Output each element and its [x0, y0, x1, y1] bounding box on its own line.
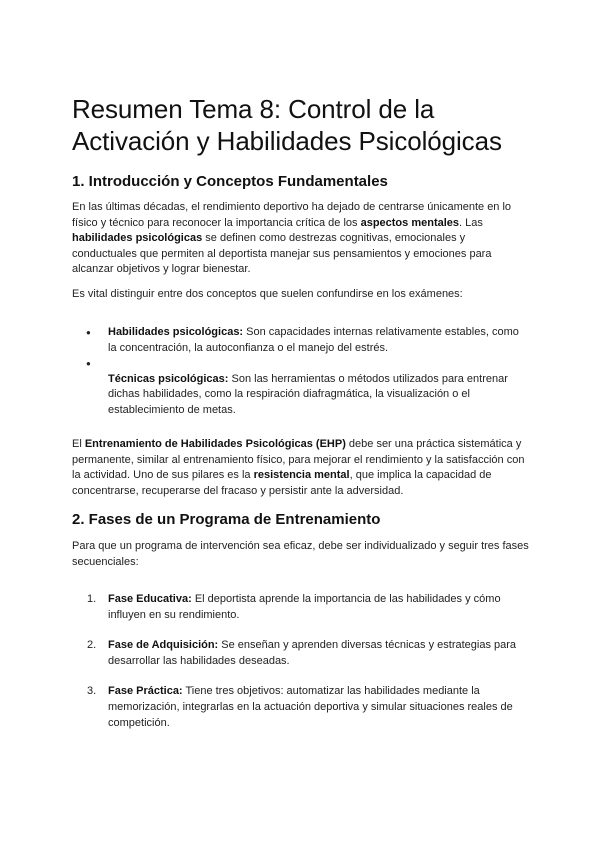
list-item-empty: [72, 356, 530, 372]
phases-list: [72, 592, 530, 731]
text-run: Son las herramientas o métodos utilizados para entrenar dichas habilidades, como la respiración diafragmática, la visualización o el establecimiento de metas.: [108, 372, 508, 416]
text-run: Son capacidades internas relativamente estables, como la concentración, la autoconfianza o el manejo del estrés.: [108, 326, 519, 354]
phases-intro-paragraph: Para que un programa de intervención sea eficaz, debe ser individualizado y seguir tres fases secuenciales:: [72, 540, 529, 568]
page-title: Resumen Tema 8: Control de la Activación y Habilidades Psicológicas: [72, 94, 502, 156]
bold-term: Fase de Adquisición:: [108, 639, 219, 652]
section-heading-phases: 2. Fases de un Programa de Entrenamiento: [72, 511, 381, 528]
list-item-continuation: [72, 372, 530, 419]
text-run: . Las: [459, 216, 483, 229]
intro-paragraph: [72, 200, 530, 278]
text-run: En las últimas décadas, el rendimiento deportivo ha dejado de centrarse únicamente en lo físico y técnico para reconocer la importancia crítica de los: [72, 201, 512, 229]
list-number: 1.: [87, 593, 97, 605]
list-item: [72, 684, 530, 731]
bold-term: habilidades psicológicas: [72, 232, 203, 245]
text-run: Se enseñan y aprenden diversas técnicas y estrategias para desarrollar las habilidades deseadas.: [108, 639, 517, 667]
bold-term: resistencia mental: [253, 469, 350, 482]
text-run: se definen como destrezas cognitivas, emocionales y conductuales que permiten al deportista manejar sus pensamientos y emociones para alcanzar objetivos y lograr bienestar.: [72, 232, 492, 276]
text-run: , que implica la capacidad de concentrarse, recuperarse del fracaso y persistir ante la adversidad.: [72, 469, 492, 497]
list-number: 3.: [87, 685, 97, 698]
bold-term: aspectos mentales: [360, 216, 460, 229]
bold-term: Fase Educativa:: [108, 593, 192, 605]
text-run: El deportista aprende la importancia de las habilidades y cómo influyen en su rendimiento.: [108, 593, 501, 621]
bold-term: Fase Práctica:: [108, 685, 183, 698]
text-run: debe ser una práctica sistemática y permanente, similar al entrenamiento físico, para mejorar el rendimiento y la satisfacción con la actividad. Uno de sus pilares es la: [72, 438, 525, 482]
section-heading-introduction: 1. Introducción y Conceptos Fundamentales: [72, 173, 388, 190]
bold-term: Técnicas psicológicas:: [108, 372, 229, 385]
ehp-paragraph: [72, 437, 530, 499]
list-item: [72, 325, 530, 356]
bold-term: Entrenamiento de Habilidades Psicológicas (EHP): [84, 438, 346, 450]
concepts-list: [72, 325, 530, 419]
bold-term: Habilidades psicológicas:: [108, 326, 244, 338]
list-item: [72, 592, 530, 623]
list-number: 2.: [87, 639, 97, 652]
distinction-paragraph: Es vital distinguir entre dos conceptos que suelen confundirse en los exámenes:: [72, 288, 463, 300]
text-run: El: [72, 438, 85, 450]
text-run: Tiene tres objetivos: automatizar las habilidades mediante la memorización, integrarlas en la actuación deportiva y simular situaciones reales de competición.: [108, 685, 513, 729]
list-item: [72, 638, 530, 669]
